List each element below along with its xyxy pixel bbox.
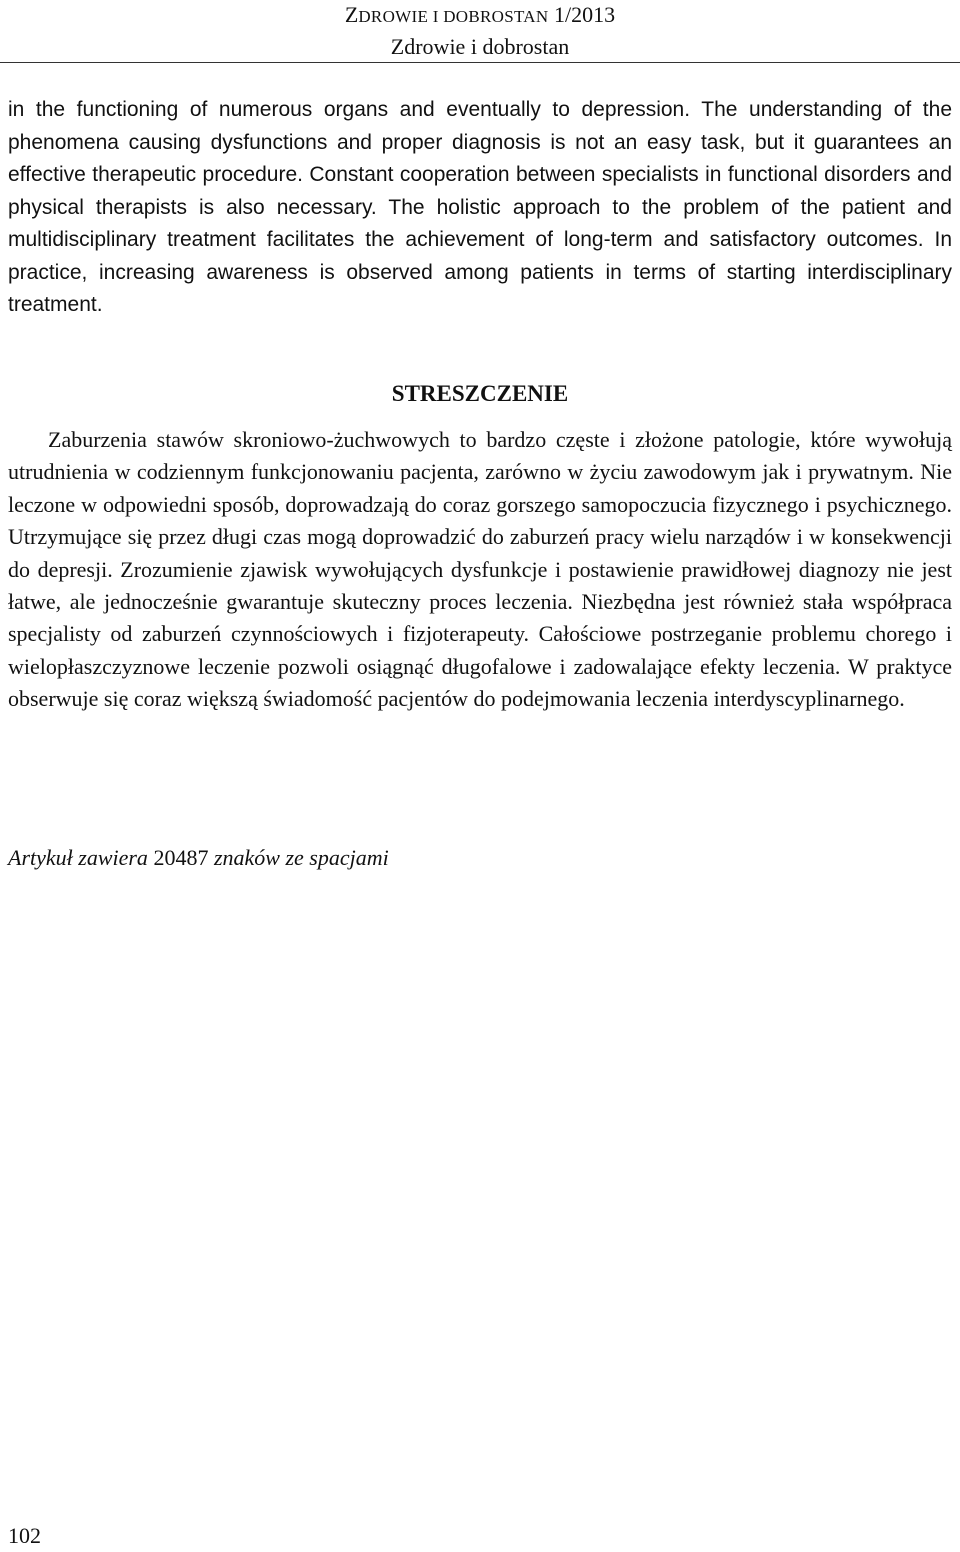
polish-abstract-text: Zaburzenia stawów skroniowo-żuchwowych to bardzo częste i złożone patologie, które wywołują utrudnienia w codziennym funkcjonowaniu pacjenta, zarówno w życiu zawodowym jak i prywatnym. Nie leczone w odpowiedni sposób, doprowadzają do coraz gorszego samopoczucia fizycznego i psychicznego. Utrzymujące się przez długi czas mogą doprowadzić do zaburzeń pracy wielu narządów i w konsekwencji do depresji. Zrozumienie zjawisk wywołujących dysfunkcje i postawienie prawidłowej diagnozy nie jest łatwe, ale jednocześnie gwarantuje skuteczny proces leczenia. Niezbędna jest również stała współpraca specjalisty od zaburzeń czynnościowych i fizjoterapeuty. Całościowe postrzeganie problemu chorego i wielopłaszczyznowe leczenie pozwoli osiągnąć długofalowe i zadowalające efekty leczenia. W praktyce obserwuje się coraz większą świadomość pacjentów do podejmowania leczenia interdyscyplinarnego. bbox=[8, 427, 952, 712]
character-count-note bbox=[8, 842, 389, 874]
running-header bbox=[0, 0, 960, 63]
journal-subtitle: Zdrowie i dobrostan bbox=[390, 34, 570, 59]
streszczenie-heading: STRESZCZENIE bbox=[391, 381, 569, 406]
journal-title-smallcaps: DROWIE I DOBROSTAN bbox=[358, 7, 549, 26]
english-abstract-continuation: in the functioning of numerous organs and eventually to depression. The understanding of the phenomena causing dysfunctions and proper diagnosis is not an easy task, but it guarantees an effective therapeutic procedure. Constant cooperation between specialists in functional disorders and physical therapists is also necessary. The holistic approach to the problem of the patient and multidisciplinary treatment facilitates the achievement of long-term and satisfactory outcomes. In practice, increasing awareness is observed among patients in terms of starting interdisciplinary treatment. bbox=[8, 98, 952, 316]
journal-title-initial: Z bbox=[344, 2, 359, 27]
polish-abstract bbox=[8, 424, 952, 716]
journal-issue: 1/2013 bbox=[553, 2, 616, 27]
journal-title-issue bbox=[0, 0, 960, 32]
char-count-prefix: Artykuł zawiera bbox=[8, 845, 148, 870]
char-count-number: 20487 bbox=[153, 845, 209, 870]
char-count-suffix: znaków ze spacjami bbox=[213, 845, 389, 870]
page-number: 102 bbox=[8, 1523, 41, 1548]
